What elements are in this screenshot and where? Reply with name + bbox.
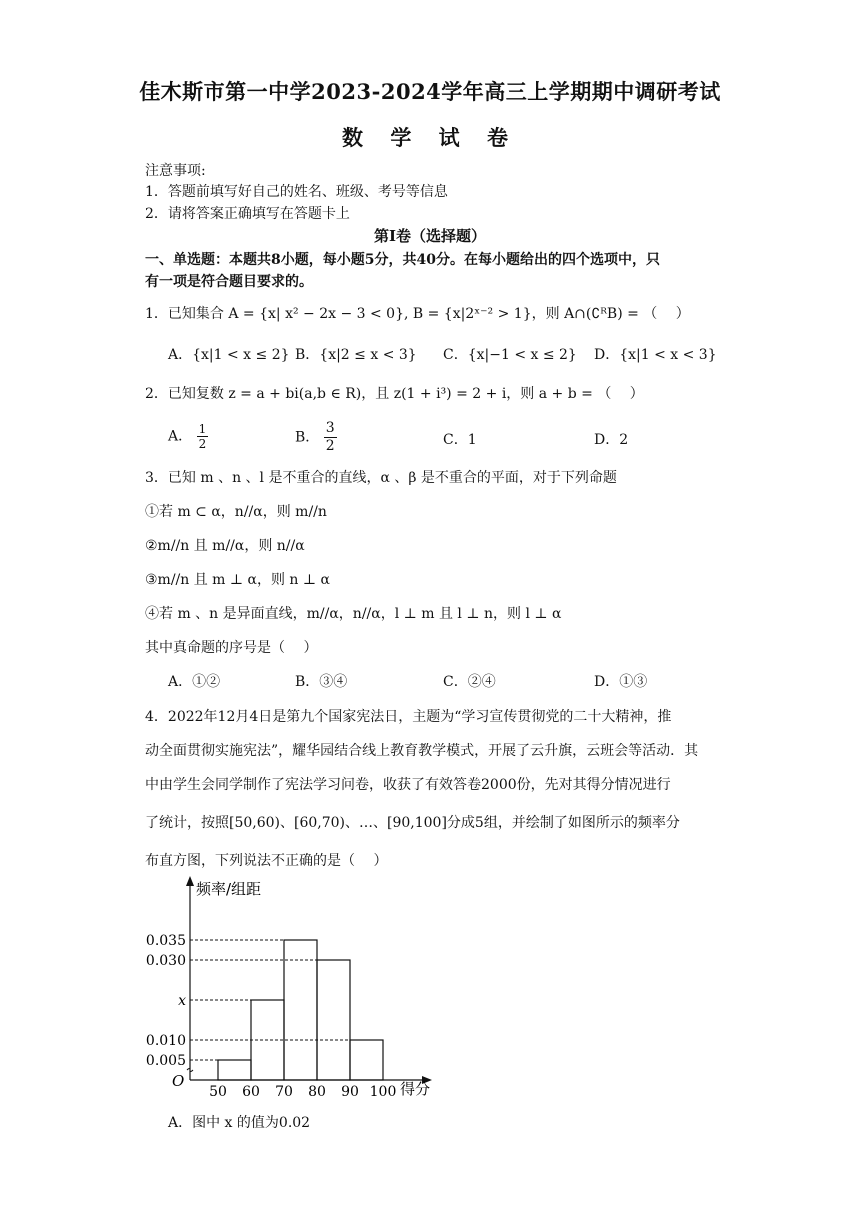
y-tick-label-1: 0.030	[145, 953, 186, 969]
section-instruction-line1: 一、单选题：本题共8小题，每小题5分，共40分。在每小题给出的四个选项中，只	[145, 252, 660, 268]
q3-option-a: A．①②	[168, 674, 221, 690]
q2-option-a-label: A．	[168, 428, 193, 445]
q2-option-a-numerator: 1	[198, 422, 207, 436]
q1-option-d: D．{x|1 < x < 3}	[594, 347, 717, 363]
x-tick-label-3: 80	[308, 1084, 326, 1100]
q2-option-b-numerator: 3	[325, 420, 335, 436]
q4-line-5: 布直方图，下列说法不正确的是（ ）	[145, 853, 388, 869]
histogram-bar-4	[350, 1040, 383, 1080]
q2-option-a	[168, 422, 208, 451]
frequency-histogram	[145, 872, 450, 1102]
exam-title: 佳木斯市第一中学2023-2024学年高三上学期期中调研考试	[139, 79, 721, 104]
q2-option-b	[295, 420, 337, 455]
q2-stem: 2．已知复数 z = a + bi(a,b ∈ R)，且 z(1 + i³) = 2 + i，则 a + b = （ ）	[145, 386, 644, 402]
y-tick-label-3: 0.010	[145, 1033, 186, 1049]
section-title: 第I卷（选择题）	[373, 227, 487, 245]
histogram-bar-2	[284, 940, 317, 1080]
q3-question: 其中真命题的序号是（ ）	[145, 640, 318, 656]
q3-prop-1: ①若 m ⊂ α，n//α，则 m//n	[145, 504, 327, 520]
q1-option-c: C．{x|−1 < x ≤ 2}	[443, 347, 577, 363]
q3-option-c: C．②④	[443, 674, 496, 690]
q4-line-4: 了统计，按照[50,60)、[60,70)、…、[90,100]分成5组，并绘制了如图所示的频率分	[145, 815, 680, 831]
y-tick-label-4: 0.005	[145, 1053, 186, 1069]
q3-option-d: D．①③	[594, 674, 648, 690]
origin-label: O	[172, 1072, 185, 1090]
q3-prop-4: ④若 m 、n 是异面直线，m//α，n//α，l ⊥ m 且 l ⊥ n，则 l ⊥ α	[145, 606, 562, 622]
q3-option-b: B．③④	[295, 674, 348, 690]
note-item-2: 2．请将答案正确填写在答题卡上	[145, 206, 350, 222]
notes-heading: 注意事项:	[145, 163, 206, 179]
y-axis-arrow	[186, 876, 194, 886]
histogram-bar-3	[317, 960, 350, 1080]
x-tick-label-2: 70	[275, 1084, 293, 1100]
q3-prop-3: ③m//n 且 m ⊥ α，则 n ⊥ α	[145, 572, 330, 588]
x-axis-title: 得分	[400, 1080, 431, 1098]
x-tick-label-0: 50	[209, 1084, 227, 1100]
y-axis-title: 频率/组距	[196, 880, 262, 898]
q1-option-a: A．{x|1 < x ≤ 2}	[168, 347, 290, 363]
x-tick-label-4: 90	[341, 1084, 359, 1100]
histogram-bar-0	[218, 1060, 251, 1080]
exam-subtitle: 数 学 试 卷	[342, 125, 518, 150]
q4-option-a: A．图中 x 的值为0.02	[168, 1115, 311, 1131]
x-tick-label-1: 60	[242, 1084, 260, 1100]
note-item-1: 1．答题前填写好自己的姓名、班级、考号等信息	[145, 184, 448, 200]
q1-option-b: B．{x|2 ≤ x < 3}	[295, 347, 417, 363]
q1-stem: 1．已知集合 A = {x| x² − 2x − 3 < 0}, B = {x|2ˣ⁻² > 1}，则 A∩(∁ᴿB) = （ ）	[145, 306, 690, 322]
q4-line-1: 4．2022年12月4日是第九个国家宪法日，主题为“学习宣传贯彻党的二十大精神，推	[145, 709, 672, 725]
section-instruction-line2: 有一项是符合题目要求的。	[145, 274, 313, 290]
x-tick-label-5: 100	[369, 1084, 397, 1100]
q2-option-d: D．2	[594, 432, 629, 448]
q2-option-b-fraction	[324, 420, 337, 455]
q4-line-2: 动全面贯彻实施宪法”，耀华园结合线上教育教学模式，开展了云升旗，云班会等活动．其	[145, 743, 699, 759]
q2-option-b-label: B．	[295, 429, 320, 446]
q2-option-a-fraction	[197, 422, 209, 451]
y-tick-label-0: 0.035	[145, 933, 186, 949]
q4-line-3: 中由学生会同学制作了宪法学习问卷，收获了有效答卷2000份，先对其得分情况进行	[145, 777, 671, 793]
q3-prop-2: ②m//n 且 m//α，则 n//α	[145, 538, 305, 554]
q2-option-a-denominator: 2	[198, 437, 207, 451]
q3-stem: 3．已知 m 、n 、l 是不重合的直线，α 、β 是不重合的平面，对于下列命题	[145, 470, 617, 486]
q2-option-b-denominator: 2	[325, 438, 335, 454]
y-tick-label-2: x	[178, 993, 186, 1009]
q2-option-c: C．1	[443, 432, 477, 448]
axis-break-mark	[187, 1069, 193, 1072]
